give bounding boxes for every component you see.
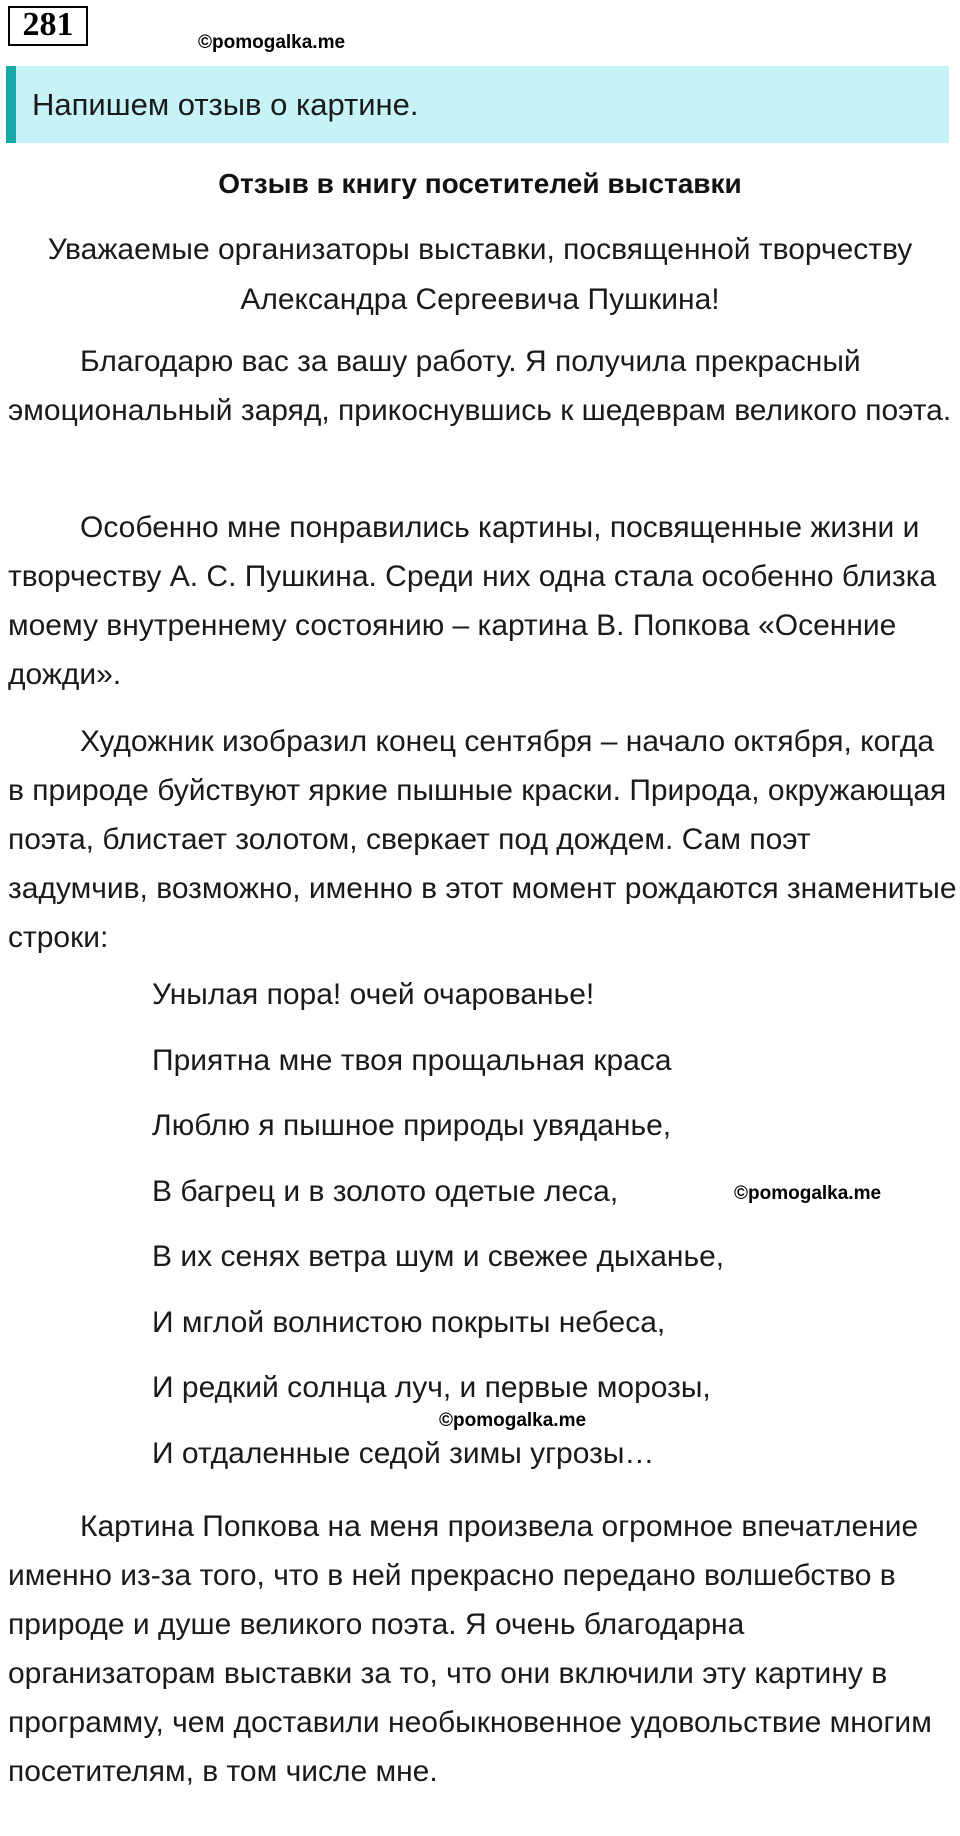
paragraph-4: Картина Попкова на меня произвела огромное впечатление именно из-за того, что в ней прекрасно передано волшебство в природе и душе великого поэта. Я очень благодарна организаторам выставки за то, что они включили эту картину в программу, чем доставили необыкновенное удовольствие многим посетителям, в том числе мне. — [8, 1510, 932, 1788]
task-banner-text: Напишем отзыв о картине. — [32, 87, 419, 122]
task-number: 281 — [8, 6, 88, 46]
poem-line-8: И отдаленные седой зимы угрозы… — [152, 1436, 655, 1470]
poem-line-5: В их сенях ветра шум и свежее дыханье, — [152, 1240, 725, 1273]
poem-line-2: Приятна мне твоя прощальная краса — [152, 1043, 672, 1077]
watermark-middle: ©pomogalka.me — [734, 1183, 882, 1204]
watermark-top: ©pomogalka.me — [198, 32, 346, 53]
greeting: Уважаемые организаторы выставки, посвященной творчеству Александра Сергеевича Пушкина! — [47, 233, 913, 316]
poem-line-1: Унылая пора! очей очарованье! — [152, 978, 595, 1011]
poem-line-7: И редкий солнца луч, и первые морозы, — [152, 1371, 711, 1404]
document-heading: Отзыв в книгу посетителей выставки — [218, 168, 742, 199]
task-banner — [6, 66, 949, 143]
watermark-lower: ©pomogalka.me — [439, 1410, 587, 1431]
paragraph-2: Особенно мне понравились картины, посвященные жизни и творчеству А. С. Пушкина. Среди них одна стала особенно близка моему внутреннему состоянию – картина В. Попкова «Осенние дожди». — [8, 511, 937, 691]
poem-line-6: И мглой волнистою покрыты небеса, — [152, 1305, 666, 1339]
paragraph-1: Благодарю вас за вашу работу. Я получила прекрасный эмоциональный заряд, прикоснувшись к шедеврам великого поэта. — [8, 345, 952, 427]
paragraph-3: Художник изобразил конец сентября – начало октября, когда в природе буйствуют яркие пышные краски. Природа, окружающая поэта, блистает золотом, сверкает под дождем. Сам поэт задумчив, возможно, именно в этот момент рождаются знаменитые строки: — [8, 725, 957, 954]
poem-line-3: Люблю я пышное природы увяданье, — [152, 1109, 672, 1142]
poem-line-4: В багрец и в золото одетые леса, — [152, 1174, 619, 1208]
